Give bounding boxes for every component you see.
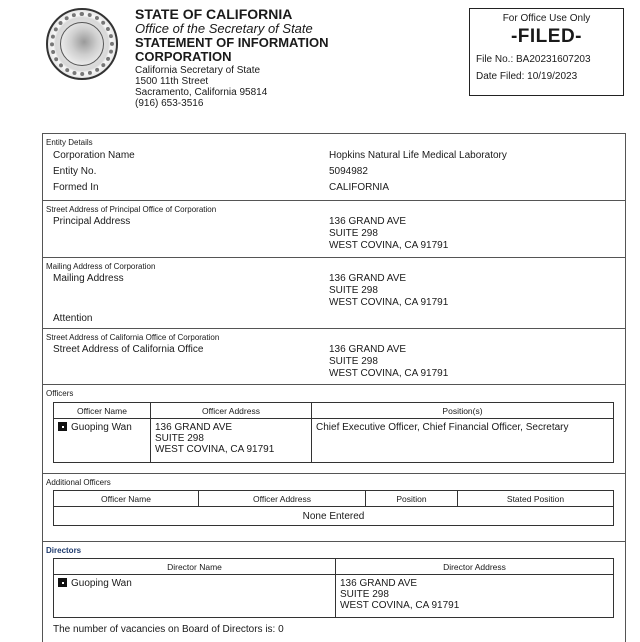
column-header: Position(s) (312, 403, 614, 419)
vacancies-text: The number of vacancies on Board of Directors is: 0 (53, 624, 284, 635)
additional-officers-table (53, 490, 614, 526)
state-title: STATE OF CALIFORNIA (135, 6, 293, 22)
column-header: Position (366, 491, 458, 507)
california-office-section (43, 329, 625, 385)
column-header: Officer Name (54, 403, 151, 419)
section-label: Street Address of California Office of Corporation (46, 333, 220, 342)
field-label: Formed In (53, 182, 99, 193)
sos-address-line: 1500 11th Street (135, 76, 209, 87)
officer-address: 136 GRAND AVE SUITE 298 WEST COVINA, CA 91791 (151, 419, 312, 463)
header-titles (135, 7, 329, 109)
section-label: Directors (46, 546, 82, 555)
director-address: 136 GRAND AVE SUITE 298 WEST COVINA, CA 91791 (336, 575, 614, 618)
column-header: Stated Position (458, 491, 614, 507)
bullet-icon (58, 422, 67, 431)
attention-value (329, 313, 625, 325)
field-label: Street Address of California Office (53, 344, 204, 355)
field-label: Principal Address (53, 216, 131, 227)
column-header: Officer Address (151, 403, 312, 419)
table-row (54, 507, 614, 526)
entity-details-section (43, 134, 625, 201)
principal-office-section (43, 201, 625, 258)
officers-table (53, 402, 614, 463)
office-use-box (469, 8, 624, 96)
section-label: Street Address of Principal Office of Corporation (46, 205, 217, 214)
mailing-address-value: 136 GRAND AVE SUITE 298 WEST COVINA, CA 91791 (329, 273, 449, 308)
principal-address-value: 136 GRAND AVE SUITE 298 WEST COVINA, CA 91791 (329, 216, 449, 251)
section-label: Officers (46, 389, 74, 398)
sos-phone: (916) 653-3516 (135, 98, 204, 109)
table-row (54, 419, 614, 463)
great-seal-of-california-icon (46, 8, 118, 80)
office-title: Office of the Secretary of State (135, 21, 313, 36)
officers-section (43, 385, 625, 474)
field-label: Mailing Address (53, 273, 124, 284)
sos-address-line: California Secretary of State (135, 65, 261, 76)
column-header: Officer Name (54, 491, 199, 507)
statement-form (42, 133, 626, 642)
form-title: STATEMENT OF INFORMATION (135, 35, 329, 50)
field-label: Corporation Name (53, 150, 135, 161)
california-office-address-value: 136 GRAND AVE SUITE 298 WEST COVINA, CA 91791 (329, 344, 449, 379)
officer-name: Guoping Wan (54, 419, 151, 463)
mailing-address-section (43, 258, 625, 329)
sos-address-line: Sacramento, California 95814 (135, 87, 268, 98)
office-use-label: For Office Use Only (502, 13, 591, 24)
directors-section (43, 542, 625, 635)
entity-number-value: 5094982 (329, 166, 368, 177)
file-number: File No.: BA20231607203 (476, 54, 591, 65)
sos-address (135, 65, 329, 109)
corporation-name-value: Hopkins Natural Life Medical Laboratory (329, 150, 507, 161)
additional-officers-section (43, 474, 625, 542)
field-label: Entity No. (53, 166, 97, 177)
column-header: Director Name (54, 559, 336, 575)
section-label: Entity Details (46, 138, 93, 147)
bullet-icon (58, 578, 67, 587)
section-label: Additional Officers (46, 478, 111, 487)
directors-table (53, 558, 614, 618)
date-filed: Date Filed: 10/19/2023 (476, 71, 578, 82)
section-label: Mailing Address of Corporation (46, 262, 156, 271)
none-entered: None Entered (54, 507, 614, 526)
attention-label: Attention (53, 313, 93, 324)
form-title-corporation: CORPORATION (135, 49, 232, 64)
director-name: Guoping Wan (54, 575, 336, 618)
officer-positions: Chief Executive Officer, Chief Financial Officer, Secretary (312, 419, 614, 463)
filed-status: -FILED- (510, 26, 583, 47)
column-header: Director Address (336, 559, 614, 575)
document-header (0, 0, 640, 125)
formed-in-value: CALIFORNIA (329, 182, 390, 193)
column-header: Officer Address (199, 491, 366, 507)
table-row (54, 575, 614, 618)
